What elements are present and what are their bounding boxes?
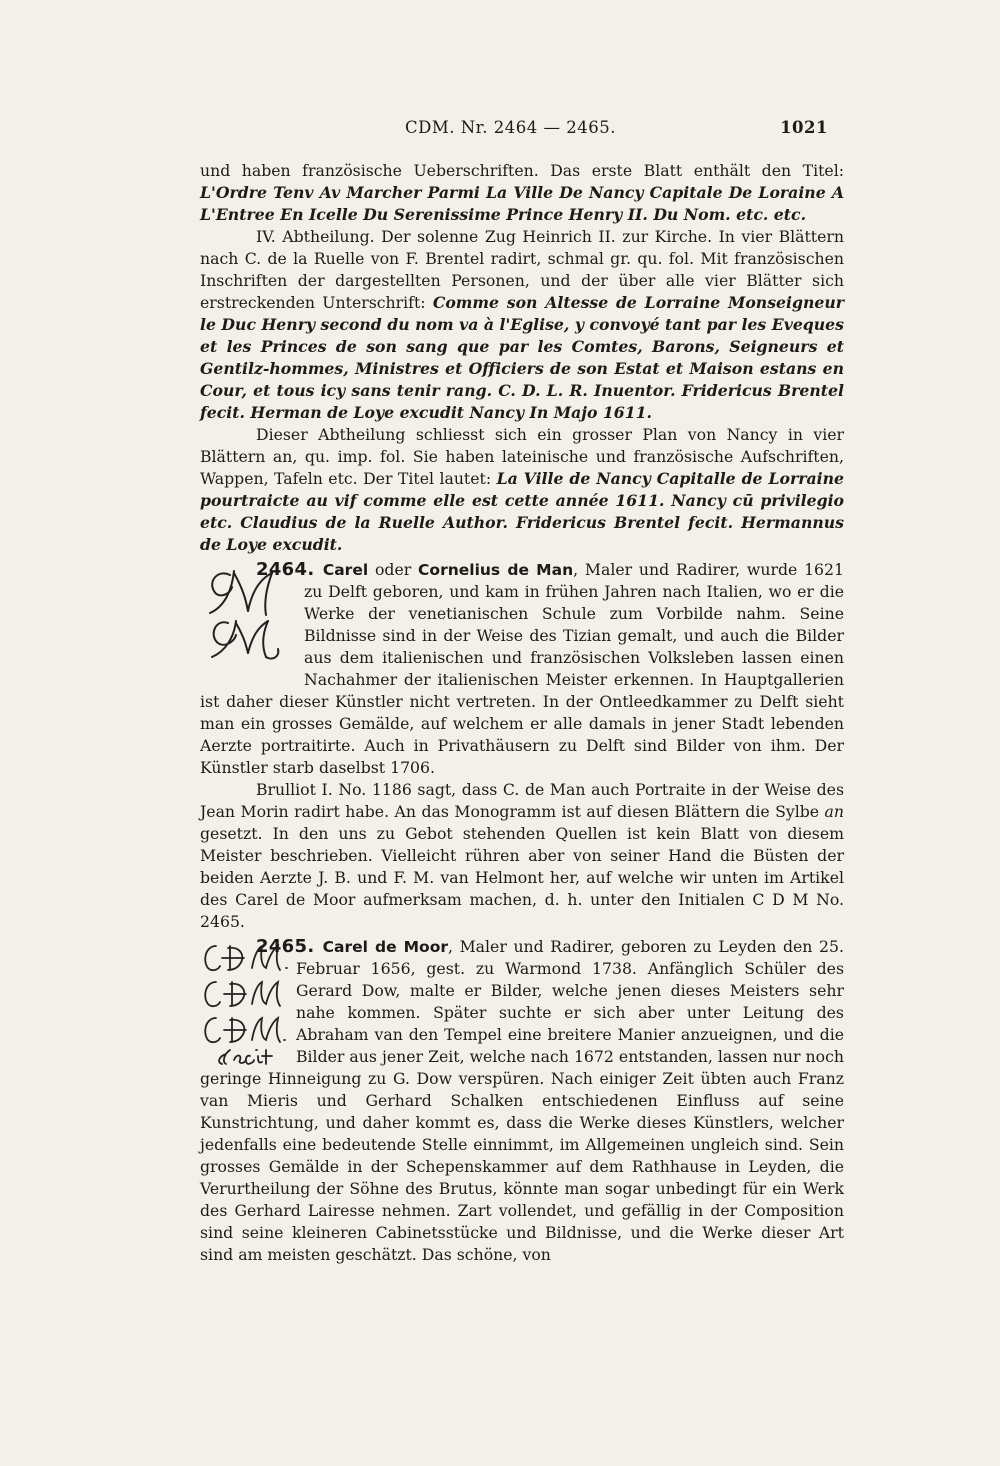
title-quote-italic: L'Ordre Tenv Av Marcher Parmi La Ville De Nancy Capitale De Loraine A L'Entree En Icelle Du Serenissime Prince Henry II. Du Nom. etc. etc.: [200, 183, 844, 224]
monogram-cdm-image: [200, 938, 290, 1068]
paragraph-text: Brulliot I. No. 1186 sagt, dass C. de Man auch Portraite in der Weise des Jean Morin radirt habe. An das Monogramm ist auf diesen Blättern die Sylbe: [200, 780, 844, 821]
artist-name: Carel: [322, 561, 369, 579]
paragraph-title-continuation: [200, 160, 844, 226]
entry-2465: 2465. Carel de Moor , Maler und Radirer, geboren zu Leyden den 25. Februar 1656, gest. zu Warmond 1738. Anfänglich Schüler des Gerard Dow, malte er Bilder, welche jenen dieses Meisters sehr nahe kommen. Später suchte er sich aber unter Leitung des Abraham van den Tempel eine breitere Manier anzueignen, und die Bilder aus jener Zeit, welche nach 1672 entstanden, lassen nur noch geringe Hinneigung zu G. Dow verspüren. Nach einiger Zeit übten auch Franz van Mieris und Gerhard Schalken entschiedenen Einfluss auf seine Kunstrichtung, und daher kommt es, dass die Werke dieses Künstlers, welcher jedenfalls eine bedeutende Stelle einnimmt, im Allgemeinen ungleich sind. Sein grosses Gemälde in der Schepenskammer auf dem Rathhause in Leyden, die Verurtheilung der Söhne des Brutus, könnte man sogar unbedingt für ein Werk des Gerhard Lairesse nehmen. Zart vollendet, und gefällig in der Composition sind seine kleineren Cabinetsstücke und Bildnisse, und die Werke dieser Art sind am meisten geschätzt. Das schöne, von: [200, 936, 844, 1264]
main-text: [200, 160, 844, 1266]
paragraph-text: IV. Abtheilung. Der solenne Zug Heinrich II. zur Kirche. In vier Blättern nach C. de la Ruelle von F. Brentel radirt, schmal gr. qu. fol. Mit französischen Inschriften der dargestellten Personen, und der über alle vier Blätter sich erstreckenden Unterschrift:: [200, 227, 844, 312]
page-number: 1021: [780, 118, 828, 137]
paragraph-plan-nancy: [200, 424, 844, 556]
entry-number: 2465: [256, 936, 308, 957]
syllable-italic: an: [824, 802, 844, 821]
artist-name: Carel de Moor: [322, 938, 448, 956]
paragraph-brulliot: [200, 779, 844, 933]
paragraph-abtheilung-iv: [200, 226, 844, 424]
title-quote-italic: La Ville de Nancy Capitalle de Lorraine pourtraicte au vif comme elle est cette année 1611. Nancy cū privilegio etc. Claudius de la Ruelle Author. Fridericus Brentel fecit. Hermannus de Loye excudit.: [200, 469, 844, 554]
inscription-italic: Comme son Altesse de Lorraine Monseigneur le Duc Henry second du nom va à l'Eglise, y convoyé tant par les Eveques et les Princes de son sang que par les Comtes, Barons, Seigneurs et Gentilz-hommes, Ministres et Officiers de son Estat et Maison estans en Cour, et tous icy sans tenir rang. C. D. L. R. Inuentor. Fridericus Brentel fecit. Herman de Loye excudit Nancy In Majo 1611.: [200, 293, 844, 422]
artist-name-alt: Cornelius de Man: [418, 561, 574, 579]
paragraph-text: und haben französische Ueberschriften. Das erste Blatt enthält den Titel:: [200, 161, 844, 180]
entry-text: , Maler und Radirer, geboren zu Leyden den 25. Februar 1656, gest. zu Warmond 1738. Anfänglich Schüler des Gerard Dow, malte er Bilder, welche jenen dieses Meisters sehr nahe kommen. Später suchte er sich aber unter Leitung des Abraham van den Tempel eine breitere Manier anzueignen, und die Bilder aus jener Zeit, welche nach 1672 entstanden, lassen nur noch geringe Hinneigung zu G. Dow verspüren. Nach einiger Zeit übten auch Franz van Mieris und Gerhard Schalken entschiedenen Einfluss auf seine Kunstrichtung, und daher kommt es, dass die Werke dieses Künstlers, welcher jedenfalls eine bedeutende Stelle einnimmt, im Allgemeinen ungleich sind. Sein grosses Gemälde in der Schepenskammer auf dem Rathhause in Leyden, die Verurtheilung der Söhne des Brutus, könnte man sogar unbedingt für ein Werk des Gerhard Lairesse nehmen. Zart vollendet, und gefällig in der Composition sind seine kleineren Cabinetsstücke und Bildnisse, und die Werke dieser Art sind am meisten geschätzt. Das schöne, von: [200, 937, 844, 1264]
entry-2464: 2464. Carel oder Cornelius de Man , Maler und Radirer, wurde 1621 zu Delft geboren, und kam in frühen Jahren nach Italien, wo er die Werke der venetianischen Schule zum Vorbilde nahm. Seine Bildnisse sind in der Weise des Tizian gemalt, und auch die Bilder aus dem italienischen und französischen Volksleben lassen einen Nachahmer der italienischen Meister erkennen. In Hauptgallerien ist daher dieser Künstler nicht vertreten. In der Ontleedkammer zu Delft sieht man ein grosses Gemälde, auf welchem er alle damals in jener Stadt lebenden Aerzte portraitirte. Auch in Privathäusern zu Delft sind Bilder von ihm. Der Künstler starb daselbst 1706.: [200, 559, 844, 777]
page-header: [200, 118, 828, 142]
running-head: CDM. Nr. 2464 — 2465.: [405, 118, 616, 137]
paragraph-text: gesetzt. In den uns zu Gebot stehenden Quellen ist kein Blatt von diesem Meister beschrieben. Vielleicht rühren aber von seiner Hand die Büsten der beiden Aerzte J. B. und F. M. van Helmont her, auf welche wir unten im Artikel des Carel de Moor aufmerksam machen, d. h. unter den Initialen C D M No. 2465.: [200, 824, 844, 931]
name-connector: oder: [368, 560, 419, 579]
entry-text: , Maler und Radirer, wurde 1621 zu Delft geboren, und kam in frühen Jahren nach Italien, wo er die Werke der venetianischen Schule zum Vorbilde nahm. Seine Bildnisse sind in der Weise des Tizian gemalt, und auch die Bilder aus dem italienischen und französischen Volksleben lassen einen Nachahmer der italienischen Meister erkennen. In Hauptgallerien ist daher dieser Künstler nicht vertreten. In der Ontleedkammer zu Delft sieht man ein grosses Gemälde, auf welchem er alle damals in jener Stadt lebenden Aerzte portraitirte. Auch in Privathäusern zu Delft sind Bilder von ihm. Der Künstler starb daselbst 1706.: [200, 560, 844, 777]
paragraph-text: Dieser Abtheilung schliesst sich ein grosser Plan von Nancy in vier Blättern an, qu. imp. fol. Sie haben lateinische und französische Aufschriften, Wappen, Tafeln etc. Der Titel lautet:: [200, 425, 844, 488]
entry-number: 2464: [256, 559, 308, 580]
